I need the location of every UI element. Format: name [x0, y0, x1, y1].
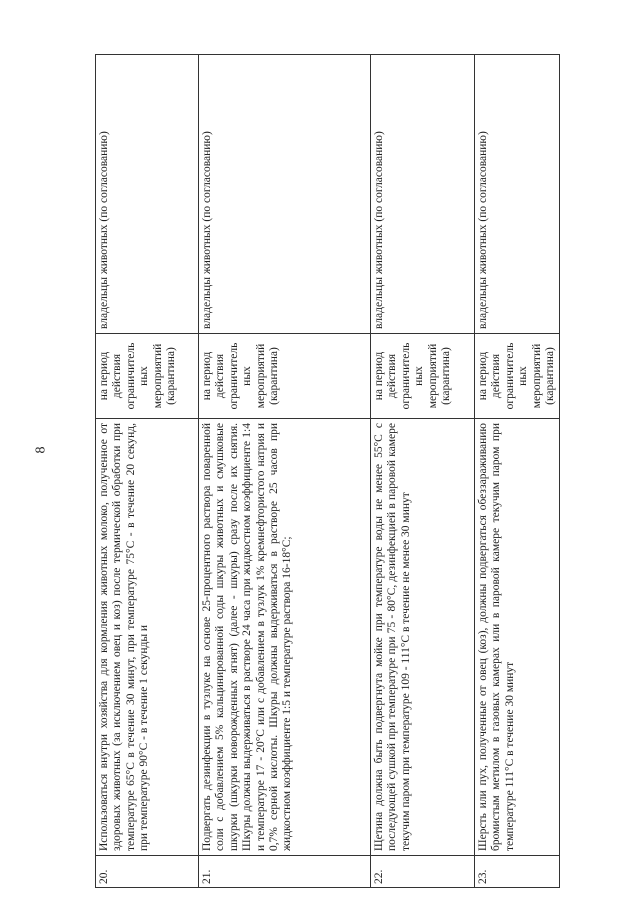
measures-table — [95, 54, 560, 888]
period-cell: на период действия ограничитель ных мероприятий (карантина) — [475, 334, 560, 419]
row-number: 21. — [199, 856, 371, 888]
row-number: 22. — [371, 856, 475, 888]
measure-text: Использоваться внутри хозяйства для кормления животных молоко, полученное от здоровых животных (за исключением овец и коз) после термической обработки при температуре 65°C в течение 30 минут, при температуре 75°C - в течение 20 секунд, при температуре 90°C - в течение 1 секунды и — [96, 419, 199, 856]
responsible-cell: владельцы животных (по согласованию) — [475, 55, 560, 334]
measure-text: Шерсть или пух, полученные от овец (коз), должны подвергаться обеззараживанию бромистым метилом в газовых камерах или в паровой камере текучим паром при температуре 111°C в течение 30 минут — [475, 419, 560, 856]
period-cell: на период действия ограничитель ных мероприятий (карантина) — [199, 334, 371, 419]
table-row — [199, 55, 371, 888]
period-cell: на период действия ограничитель ных мероприятий (карантина) — [371, 334, 475, 419]
table-row — [475, 55, 560, 888]
period-cell: на период действия ограничитель ных мероприятий (карантина) — [96, 334, 199, 419]
measure-text: Подвергать дезинфекции в тузлуке на основе 25-процентного раствора поваренной соли с добавлением 5% кальцинированной соды шкуры животных и смушковые шкурки (шкурки новорожденных ягнят) (далее - шкуры) сразу после их снятия. Шкуры должны выдерживаться в растворе 24 часа при жидкостном коэффициенте 1:4 и температуре 17 - 20°C или с добавлением в тузлук 1% кремнефтористого натрия и 0,7% серной кислоты. Шкуры должны выдерживаться в растворе 25 часов при жидкостном коэффициенте 1:5 и температуре раствора 16-18°C; — [199, 419, 371, 856]
row-number: 20. — [96, 856, 199, 888]
measure-text: Щетина должна быть подвергнута мойке при температуре воды не менее 55°C с последующей сушкой при температуре при 75 - 80°C, дезинфекцией в паровой камере текучим паром при температуре 109 - 111°C в течение не менее 30 минут — [371, 419, 475, 856]
table-row — [371, 55, 475, 888]
page-number: 8 — [33, 446, 49, 454]
responsible-cell: владельцы животных (по согласованию) — [371, 55, 475, 334]
responsible-cell: владельцы животных (по согласованию) — [96, 55, 199, 334]
row-number: 23. — [475, 856, 560, 888]
table-row — [96, 55, 199, 888]
rotated-page-content — [95, 58, 557, 888]
responsible-cell: владельцы животных (по согласованию) — [199, 55, 371, 334]
